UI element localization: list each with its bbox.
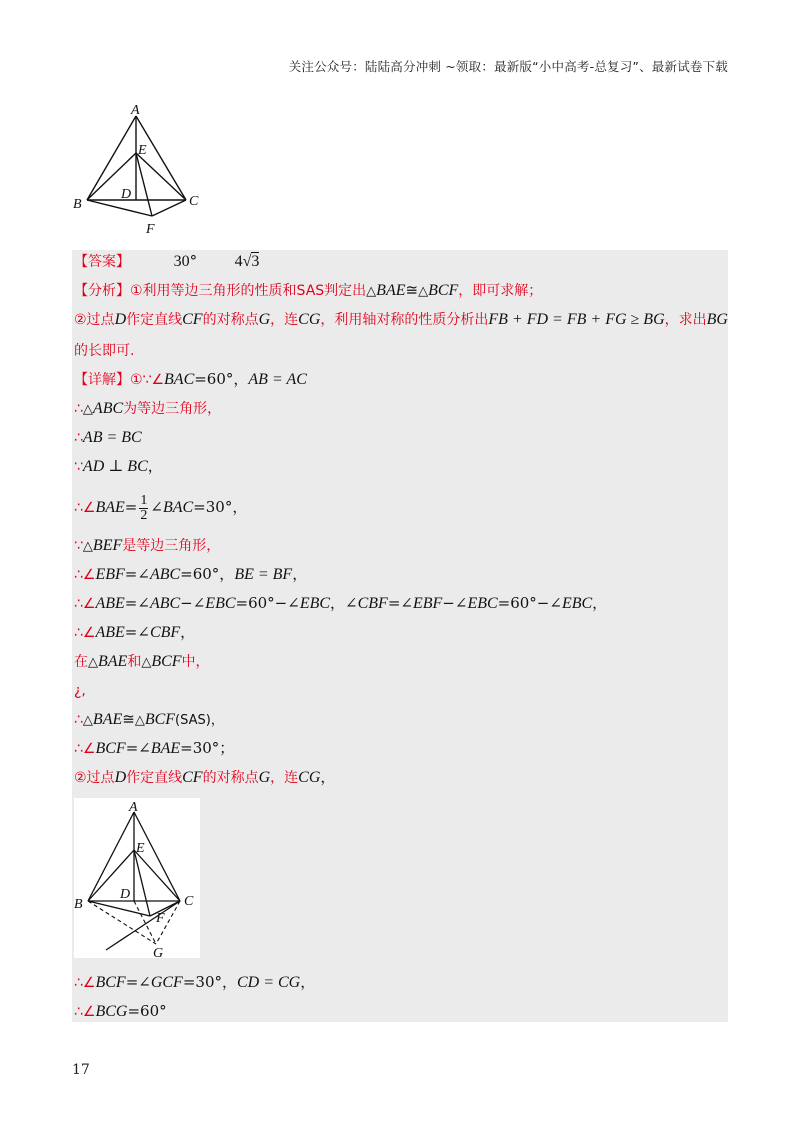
label-a: A (129, 800, 138, 815)
triangle-figure-2-panel (74, 798, 200, 958)
detail-line-14: ②过点D作定直线CF的对称点G，连CG， (74, 768, 336, 786)
label-f: F (156, 911, 165, 926)
detail-line-5: ∴∠BAE= $\frac{1}{2}$ ∠BAC=30°， (74, 492, 248, 523)
detail-line-3: ∴AB = BC (74, 429, 142, 446)
label-e: E (138, 143, 147, 158)
detail-line-16: ∴∠BCG=60° (74, 1002, 167, 1020)
detail-line-8: ∴∠ABE=∠ABC−∠EBC=60°−∠EBC，∠CBF=∠EBF−∠EBC=60°−∠EBC， (74, 594, 608, 612)
label-b: B (73, 197, 82, 212)
label-b: B (74, 897, 83, 912)
analysis-line-2: ②过点D作定直线CF的对称点G，连CG，利用轴对称的性质分析出FB + FD = FB + FG ≥ BG，求出BG (74, 311, 728, 328)
detail-line-13: ∴∠BCF=∠BAE=30°； (74, 739, 235, 757)
label-f: F (146, 222, 155, 237)
detail-line-6: ∵△BEF是等边三角形， (74, 537, 221, 554)
analysis-line-3: 的长即可. (74, 343, 135, 359)
detail-line-12: ∴△BAE≅△BCF(SAS)， (74, 710, 224, 728)
triangle-figure-1 (70, 98, 210, 238)
label-a: A (131, 103, 140, 118)
detail-line-10: 在△BAE和△BCF中， (74, 653, 210, 670)
analysis-line-1: 【分析】①利用等边三角形的性质和SAS判定出△BAE≅△BCF，即可求解； (74, 281, 543, 299)
label-d: D (121, 187, 132, 202)
answer-line: 【答案】 30° 4√3 (74, 252, 260, 270)
label-d: D (120, 887, 131, 902)
detail-line-1: 【详解】①∵∠BAC=60°，AB = AC (74, 370, 307, 388)
answer-tag: 【答案】 (74, 254, 130, 270)
page-number: 17 (72, 1062, 90, 1078)
detail-line-9: ∴∠ABE=∠CBF， (74, 623, 196, 641)
detail-line-15: ∴∠BCF=∠GCF=30°，CD = CG， (74, 973, 316, 991)
detail-line-2: ∴△ABC为等边三角形， (74, 400, 222, 417)
label-c: C (184, 894, 194, 909)
detail-line-4: ∵AD ⊥ BC， (74, 457, 163, 475)
detail-line-7: ∴∠EBF=∠ABC=60°，BE = BF， (74, 565, 308, 583)
label-e: E (136, 841, 145, 856)
triangle-figure-2 (74, 798, 200, 958)
label-c: C (189, 194, 199, 209)
page-header: 关注公众号：陆陆高分冲刺 ~领取：最新版“小中高考-总复习”、最新试卷下载 (288, 59, 728, 74)
detail-line-11: ¿, (74, 683, 86, 699)
label-g: G (153, 946, 164, 958)
